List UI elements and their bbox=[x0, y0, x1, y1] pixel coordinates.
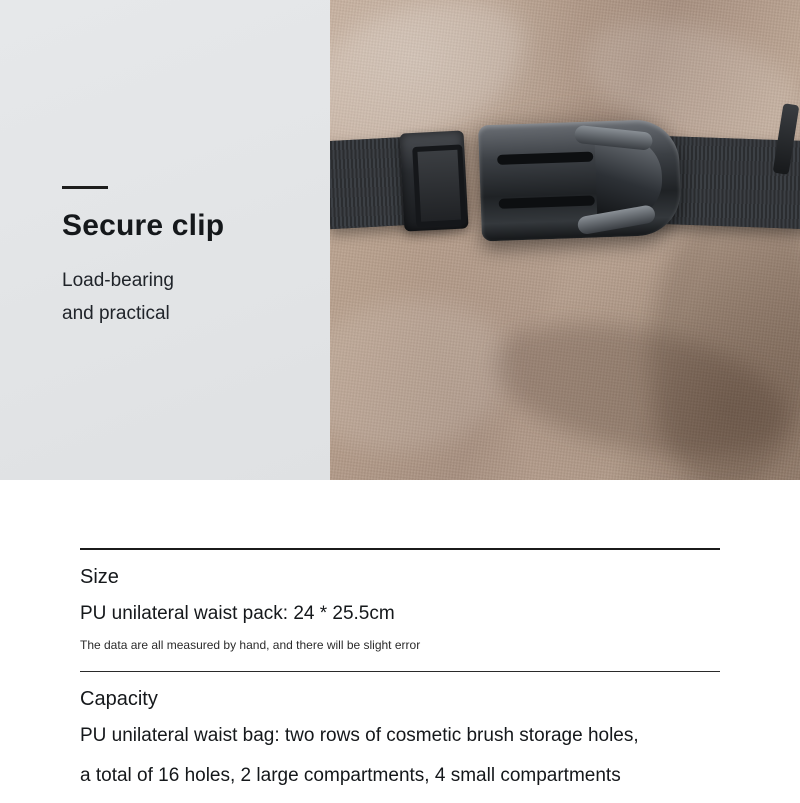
capacity-block bbox=[80, 672, 720, 788]
side-release-buckle bbox=[478, 119, 682, 242]
capacity-line-2: a total of 16 holes, 2 large compartments, 4 small compartments bbox=[80, 765, 621, 787]
size-value: PU unilateral waist pack: 24 * 25.5cm bbox=[80, 603, 395, 624]
capacity-heading: Capacity bbox=[80, 688, 158, 711]
size-heading: Size bbox=[80, 566, 119, 588]
strap-adjuster-loop bbox=[399, 130, 468, 231]
caption-rule-icon bbox=[62, 186, 108, 189]
capacity-line-1: PU unilateral waist bag: two rows of cosmetic brush storage holes, bbox=[80, 725, 639, 747]
size-note: The data are all measured by hand, and there will be slight error bbox=[80, 637, 421, 652]
hero-title: Secure clip bbox=[62, 209, 225, 242]
size-block bbox=[80, 550, 720, 653]
product-photo bbox=[330, 0, 800, 480]
specification-section bbox=[0, 480, 800, 799]
hero-subtitle-line-1: Load-bearing bbox=[62, 270, 174, 291]
hero-caption bbox=[62, 186, 312, 331]
hero-subtitle-line-2: and practical bbox=[62, 303, 170, 325]
